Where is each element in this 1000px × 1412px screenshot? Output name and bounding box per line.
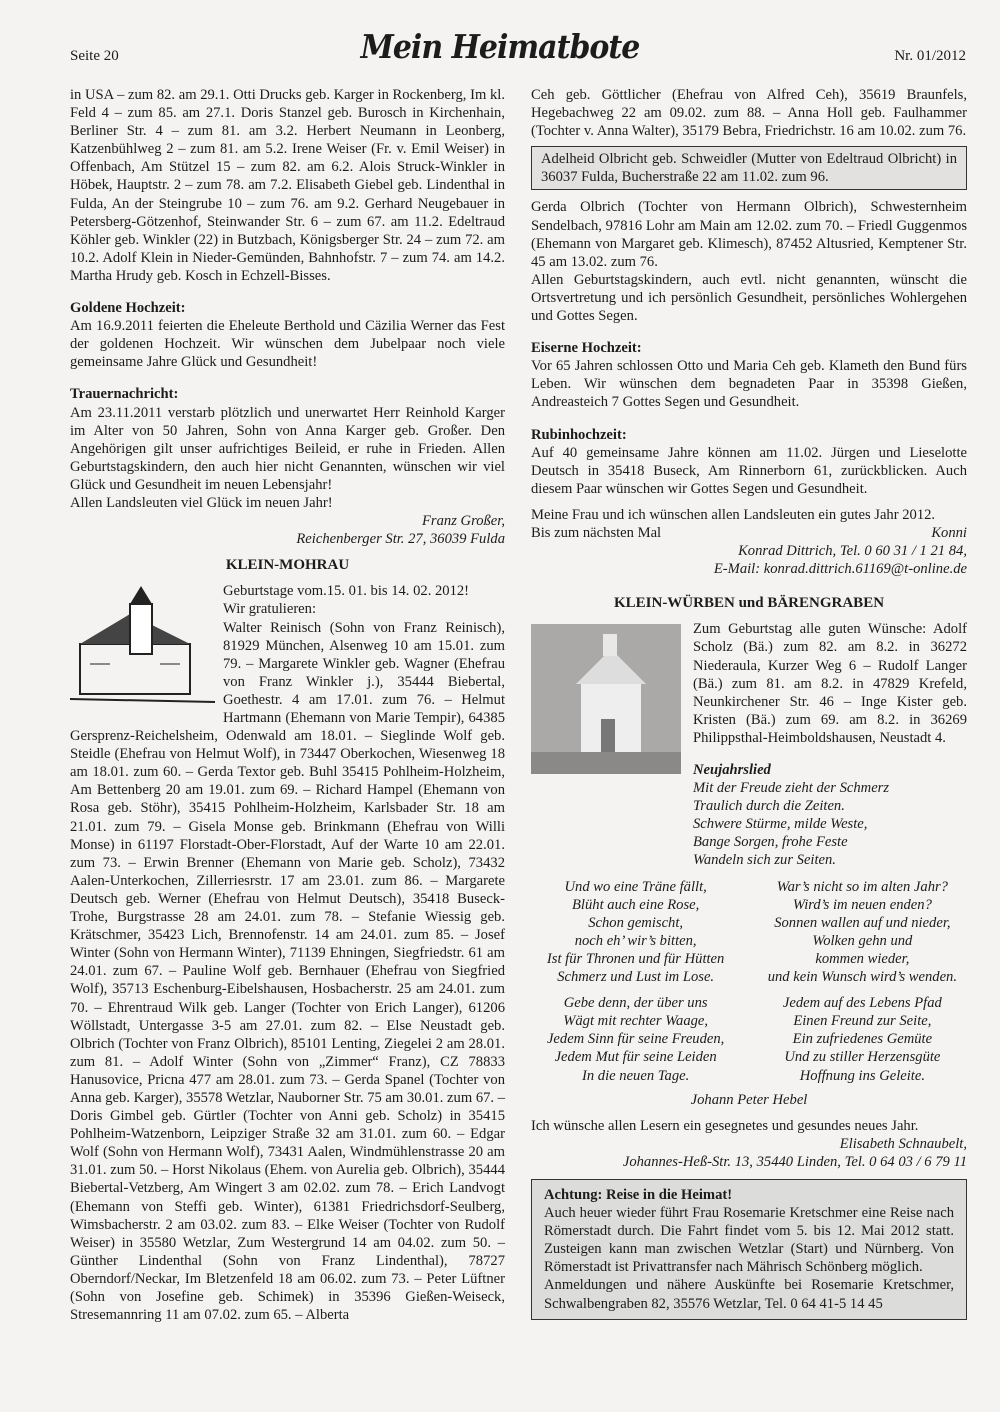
poem-line: und kein Wunsch wird’s wenden. (767, 969, 958, 986)
highlight-box: Adelheid Olbricht geb. Schweidler (Mutter von Edeltraud Olbricht) in 36037 Fulda, Bucherstraße 22 am 11.02. zum 96. (531, 146, 967, 190)
poem-stanzas-2-3 (531, 878, 967, 987)
signature-name: Franz Großer, (422, 513, 505, 530)
page-number: Seite 20 (70, 48, 119, 64)
until-next-text: Bis zum nächsten Mal (531, 524, 662, 541)
greeting-text: Allen Landsleuten viel Glück im neuen Jahr! (70, 494, 333, 511)
heading-iron-wedding: Eiserne Hochzeit: (531, 340, 642, 357)
signature-schnaubelt-address: Johannes-Heß-Str. 13, 35440 Linden, Tel. 0 64 03 / 6 79 11 (622, 1153, 967, 1170)
notice-title: Achtung: Reise in die Heimat! (544, 1186, 733, 1203)
signature-konni: Konni (931, 524, 967, 541)
heading-obituary: Trauernachricht: (70, 386, 179, 403)
poem-author: Johann Peter Hebel (690, 1091, 808, 1108)
masthead-title: Mein Heimatbote (360, 28, 640, 67)
section-klein-wuerben: KLEIN-WÜRBEN und BÄRENGRABEN (613, 595, 885, 612)
poem-line: Jedem Sinn für seine Freuden, (546, 1031, 725, 1048)
poem-line: Und wo eine Träne fällt, (564, 878, 707, 895)
poem-line: In die neuen Tage. (581, 1067, 690, 1084)
poem-line: Schmerz und Lust im Lose. (557, 969, 715, 986)
klein-mohrau-congrats: Wir gratulieren: (223, 601, 317, 618)
klein-mohrau-intro: Geburtstage vom.15. 01. bis 14. 02. 2012! (223, 583, 470, 600)
poem-line: Und zu stiller Herzensgüte (784, 1049, 941, 1066)
issue-number: Nr. 01/2012 (894, 48, 966, 64)
birthday-list-1: in USA – zum 82. am 29.1. Otti Drucks geb. Karger in Rockenberg, Im kl. Feld 4 – zum 85. am 27.1. Doris Stanzel geb. Burosch in Kirchenhain, Berliner Str. 4 – zum 81. am 3.2. Herbert Neumann in Leonberg, Katzenbühlweg 2 – zum 81. am 5.2. Irene Weiser (Fr. v. Emil Weiser) in Offenbach, Am Stützel 15 – zum 82. am 6.2. Alois Struck-Winkler in Höbek, Hauptstr. 2 – zum 78. am 7.2. Elisabeth Giebel geb. Lindenthal in Fulda, An der Steingrube 10 – zum 76. am 9.2. Gerhard Neugebauer in Petersberg-Götzenhof, Steinwander Str. 6 – zum 67. am 11.2. Edeltraud Köhler geb. Winkler (22) in Butzbach, Königsberger Str. 24 – zum 72. am 10.2. Adolf Klein in Nieder-Gemünden, Bahnhofstr. 7 – zum 74. am 14.2. Martha Hrudy geb. Kosch in Echzell-Bisses. (70, 87, 505, 284)
wishes-text: Allen Geburtstagskindern, auch evtl. nicht genannten, wünscht die Ortsvertretung und ich persönlich Gesundheit, persönliches Wohlergehen und Gottes Segen. (531, 271, 967, 325)
poem-line: Hoffnung ins Geleite. (799, 1067, 925, 1084)
poem-stanza-1 (693, 761, 967, 870)
poem-line: Blüht auch eine Rose, (572, 896, 700, 913)
poem-line: Gebe denn, der über uns (563, 995, 708, 1012)
right-column (531, 86, 967, 1320)
poem-line: Schon gemischt, (588, 914, 684, 931)
signature-address: Reichenberger Str. 27, 36039 Fulda (296, 531, 505, 548)
until-next (531, 524, 967, 542)
poem-line: Ein zufriedenes Gemüte (792, 1031, 933, 1048)
poem-line: Wolken gehn und (812, 932, 913, 949)
poem-line: Jedem auf des Lebens Pfad (782, 995, 942, 1012)
poem-line: Bange Sorgen, frohe Feste (693, 834, 848, 851)
poem-line: kommen wieder, (815, 950, 910, 967)
signature-email: E-Mail: konrad.dittrich.61169@t-online.de (713, 561, 967, 578)
poem-line: Mit der Freude zieht der Schmerz (693, 780, 890, 797)
poem-stanza-2 (531, 878, 740, 987)
ruby-wedding-text: Auf 40 gemeinsame Jahre können am 11.02. Jürgen und Lieselotte Deutsch in 35418 Buseck, Am Rinnerborn 61, zurückblicken. Auch diesem Paar wünschen wir Gottes Segen und Gesundheit. (531, 444, 967, 497)
klein-mohrau-birthdays: Walter Reinisch (Sohn von Franz Reinisch), 81929 München, Alsenweg 10 am 15.01. zum 79. – Margarete Winkler geb. Wagner (Ehefrau von Franz Winkler j.), 35444 Biebertal, Goethestr. 4 am 17.01. zum 76. – Helmut Hartmann (Ehemann von Marie Tempir), 64385 Gersprenz-Reichelsheim, Odenwald am 18.01. – Sieglinde Wolf geb. Steidle (Ehefrau von Helmut Wolf), in 73447 Oberkochen, Wiesenweg 18 am 18.01. zum 60. – Gerda Textor geb. Buhl 35415 Pohlheim-Holzheim, Am Bettenberg 20 am 19.01. zum 69. – Richard Hampel (Ehemann von Rosa geb. Stöhr), 35415 Pohlheim-Holzheim, Karlsbader Str. 18 am 21.01. zum 79. – Gisela Monse geb. Brinkmann (Ehefrau von Willi Monse) in 61197 Florstadt-Ober-Florstadt, Auf der Warte 10 am 22.01. zum 73. – Erwin Brenner (Ehemann von Marie geb. Scholz), 73432 Aalen-Unterkochen, Zillerriesrstr. 17 am 23.01. zum 86. – Margarete Deutsch geb. Werner (Ehefrau von Helmut Deutsch), 35418 Buseck-Trohe, Burgstrasse 28 am 24.01. zum 78. – Stefanie Wiessig geb. Krätschmer, 35423 Lich, Brennofenstr. 14 am 24.01. zum 85. – Josef Winter (Sohn von Hermann Winter), 71139 Ehningen, Siegfriedstr. 61 am 24.01. zum 67. – Pauline Wolf geb. Bernhauer (Ehefrau von Siegfried Wolf), 35713 Eschenburg-Eibelshausen, Hosbacherstr. 25 am 24.01. zum 70. – Ehrentraud Wilk geb. Langer (Tochter von Erich Langer), 61206 Wöllstadt, Untergasse 3-5 am 27.01. zum 82. – Else Neustadt geb. Olbrich (Tochter von Franz Olbrich), 85101 Lenting, Ziegelei 2 am 28.01. zum 81. – Adolf Winter (Sohn von „Zimmer“ Franz), CZ 78833 Hanusovice, Pricna 477 am 28.01. zum 73. – Gerda Spanel (Tochter von Anna geb. Karger), 35578 Wetzlar, Nauborner Str. 75 am 30.01. zum 67. – Doris Gimbel geb. Gürtler (Tochter von Anni geb. Scholz) in 35415 Pohlheim-Watzenborn, Leipziger Straße 32 am 31.01. zum 60. – Edgar Wolf (Sohn von Hermann Wolf), 73431 Aalen, Windmühlenstrasse 20 am 31.01. zum 50. – Horst Nikolaus (Ehem. von Aurelia geb. Olbrich), 35444 Biebertal-Vetzberg, Am Wingert 3 am 02.02. zum 78. – Erich Landvogt (Ehemann von Steffi geb. Winter), 61381 Friedrichsdorf-Seulberg, Wimsbacherstr. 2 am 03.02. zum 83. – Elke Weiser (Tochter von Rudolf Weiser) in 35580 Wetzlar, Zum Westergrund 14 am 04.02. zum 50. – Günther Lindenthal (Sohn von Franz Lindenthal), 78727 Oberndorf/Neckar, Im Bletzenfeld 18 am 06.02. zum 73. – Peter Lüftner (Sohn von Josefine geb. Schimek) in 35396 Gießen-Weiseck, Stresemannring 11 am 07.02. zum 65. – Alberta (70, 619, 506, 1324)
notice-contact: Anmeldungen und nähere Auskünfte bei Rosemarie Kretschmer, Schwalbengraben 82, 35576 Wetzlar, Tel. 0 64 41-5 14 45 (544, 1277, 954, 1312)
poem-stanza-4 (531, 994, 740, 1084)
heading-ruby-wedding: Rubinhochzeit: (531, 426, 627, 443)
poem-line: Ist für Thronen und für Hütten (546, 950, 725, 967)
new-year-wish: Meine Frau und ich wünschen allen Landsleuten ein gutes Jahr 2012. (531, 506, 936, 523)
poem-stanza-3 (758, 878, 967, 987)
poem-line: Traulich durch die Zeiten. (693, 798, 845, 815)
poem-line: Wägt mit rechter Waage, (563, 1013, 709, 1030)
section-klein-mohrau: KLEIN-MOHRAU (225, 557, 350, 574)
birthday-list-3: Gerda Olbrich (Tochter von Hermann Olbrich), Schwesternheim Sendelbach, 97816 Lohr am Main am 12.02. zum 70. – Friedl Guggenmos (Ehemann von Margaret geb. Klimesch), 87452 Altusried, Kemptener Str. 45 am 13.02. zum 76. (531, 199, 967, 270)
poem-line: Wandeln sich zur Seiten. (693, 852, 836, 869)
church-illustration (70, 584, 215, 709)
birthday-list-2: Ceh geb. Göttlicher (Ehefrau von Alfred Ceh), 35619 Braunfels, Hegebachweg 22 am 09.02. zum 88. – Anna Holl geb. Faulhammer (Tochter v. Anna Walter), 35179 Bebra, Friedrichstr. 16 am 10.02. zum 76. (531, 87, 967, 140)
signature-schnaubelt: Elisabeth Schnaubelt, (839, 1135, 967, 1152)
reader-wish: Ich wünsche allen Lesern ein gesegnetes und gesundes neues Jahr. (531, 1117, 919, 1134)
poem-line: Sonnen wallen auf und nieder, (774, 914, 951, 931)
golden-wedding-text: Am 16.9.2011 feierten die Eheleute Berthold und Cäzilia Werner das Fest der goldenen Hochzeit. Wir wünschen dem Jubelpaar noch viele gemeinsame Jahre Glück und Gesundheit! (70, 318, 505, 371)
klein-wuerben-birthdays: Zum Geburtstag alle guten Wünsche: Adolf Scholz (Bä.) zum 82. am 8.2. in 36272 Niederaula, Kurzer Weg 6 – Rudolf Langer (Bä.) zum 81. am 8.2. in 47829 Krefeld, Neunkirchener Str. 46 – Inge Kister geb. Kristen (Bä.) zum 69. am 8.2. in 36269 Philippsthal-Heimboldshausen, Neustadt 4. (693, 621, 967, 746)
poem-title: Neujahrslied (693, 762, 771, 778)
poem-line: Schwere Stürme, milde Weste, (693, 816, 868, 833)
poem-line: War’s nicht so im alten Jahr? (776, 878, 948, 895)
poem-line: Wird’s im neuen enden? (792, 896, 932, 913)
travel-notice-box (531, 1179, 967, 1320)
poem-line: Jedem Mut für seine Leiden (554, 1049, 717, 1066)
poem-line: noch eh’ wir’s bitten, (574, 932, 697, 949)
obituary-text: Am 23.11.2011 verstarb plötzlich und unerwartet Herr Reinhold Karger im Alter von 50 Jahren, Sohn von Anna Karger geb. Großer. Den Angehörigen gilt unser aufrichtiges Beileid, er ruhe in Frieden. Allen Geburtstagskindern, den auch hier nicht Genannten, wünschen wir viel Glück und Gesundheit im neuen Lebensjahr! (70, 404, 505, 493)
left-column (70, 86, 505, 1324)
notice-text: Auch heuer wieder führt Frau Rosemarie Kretschmer eine Reise nach Römerstadt durch. Die Fahrt findet vom 5. bis 12. Mai 2012 statt. Zusteigen kann man zwischen Wetzlar (Start) und Nürnberg. Von Römerstadt ist Privattransfer nach Mährisch Schönberg möglich. (544, 1205, 954, 1276)
signature-dittrich: Konrad Dittrich, Tel. 0 60 31 / 1 21 84, (738, 543, 967, 560)
iron-wedding-text: Vor 65 Jahren schlossen Otto und Maria Ceh geb. Klameth den Bund fürs Leben. Wir wünschen dem begnadeten Paar in 35398 Gießen, Andreasteich 7 Gottes Segen und Gesundheit. (531, 358, 967, 411)
poem-line: Einen Freund zur Seite, (793, 1013, 932, 1030)
heading-golden-wedding: Goldene Hochzeit: (70, 300, 186, 317)
poem-stanzas-4-5 (531, 994, 967, 1084)
poem-stanza-5 (758, 994, 967, 1084)
chapel-photo (531, 624, 681, 774)
